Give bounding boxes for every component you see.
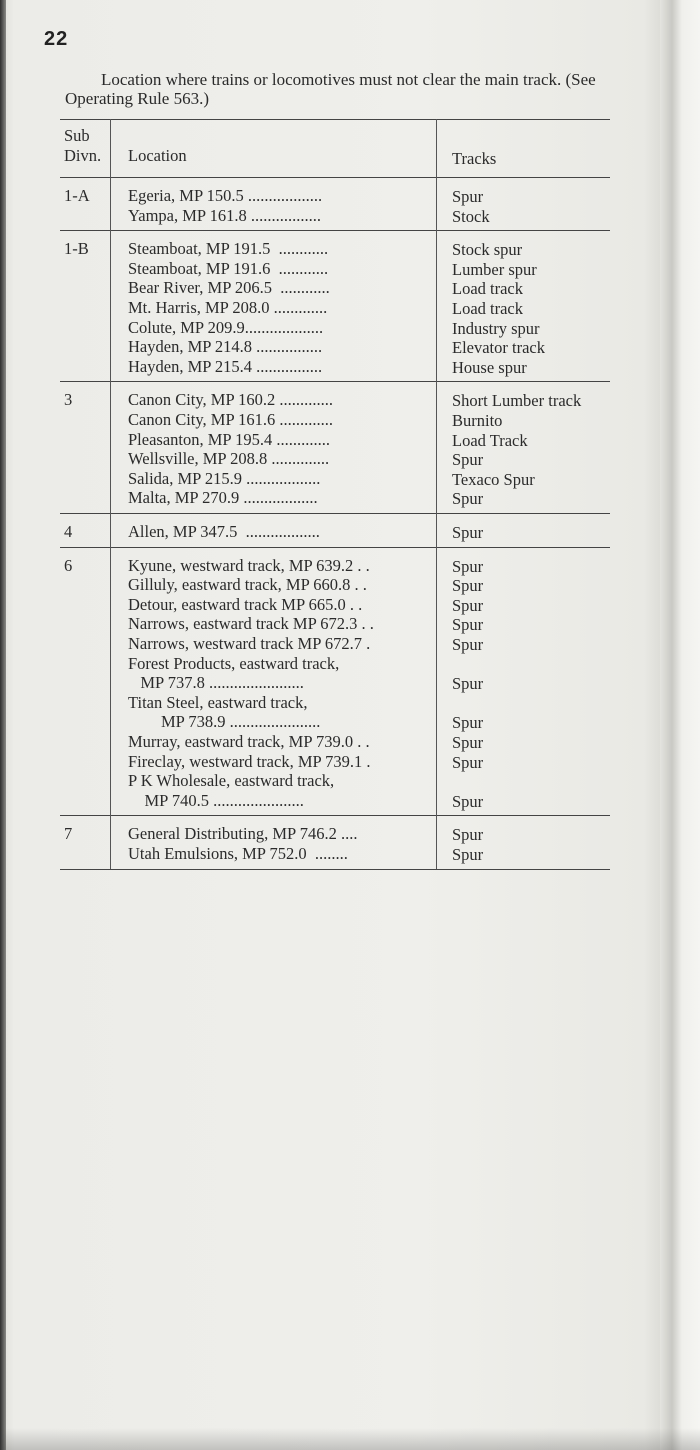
track-cell: Elevator track xyxy=(452,338,545,358)
group-divider-rule xyxy=(60,230,610,231)
page-number: 22 xyxy=(44,28,69,50)
location-cell: Colute, MP 209.9................... xyxy=(128,317,324,337)
location-cell: Fireclay, westward track, MP 739.1 . xyxy=(128,751,371,771)
track-cell: House spur xyxy=(452,357,527,377)
header-subdivision-line2: Divn. xyxy=(64,146,102,165)
track-cell: Spur xyxy=(452,576,484,596)
track-cell: Spur xyxy=(452,733,484,752)
track-cell: Spur xyxy=(452,752,484,772)
location-cell: Kyune, westward track, MP 639.2 . . xyxy=(128,555,370,575)
header-subdivision-line1: Sub xyxy=(64,126,90,145)
location-cell: Bear River, MP 206.5 ............ xyxy=(128,278,330,298)
group-divider-rule xyxy=(60,381,610,382)
track-cell: Spur xyxy=(452,450,484,470)
track-cell: Spur xyxy=(452,615,484,635)
track-cell: Industry spur xyxy=(452,318,540,338)
track-cell: Spur xyxy=(452,791,484,811)
track-cell: Burnito xyxy=(452,411,503,430)
subdivision-label: 4 xyxy=(64,522,73,541)
location-cell: Canon City, MP 161.6 ............. xyxy=(128,410,334,429)
subdivision-label: 1-B xyxy=(64,239,89,259)
subdivision-label: 1-A xyxy=(64,186,90,205)
location-cell: Steamboat, MP 191.6 ............ xyxy=(128,258,329,278)
track-cell: Spur xyxy=(452,845,484,864)
track-cell: Spur xyxy=(452,674,484,694)
location-cell: Detour, eastward track MP 665.0 . . xyxy=(128,594,363,614)
track-cell: Spur xyxy=(452,187,484,206)
track-cell: Spur xyxy=(452,523,484,542)
location-cell: Narrows, westward track MP 672.7 . xyxy=(128,634,371,653)
location-cell: P K Wholesale, eastward track, xyxy=(128,771,335,791)
column-divider-tracks xyxy=(436,119,437,869)
track-cell: Spur xyxy=(452,713,484,733)
track-cell: Spur xyxy=(452,556,484,576)
page-bottom-shadow xyxy=(0,1428,700,1450)
track-cell: Load Track xyxy=(452,430,528,450)
track-cell: Short Lumber track xyxy=(452,391,582,411)
header-tracks: Tracks xyxy=(452,149,497,168)
location-cell: Forest Products, eastward track, xyxy=(128,653,340,673)
group-divider-rule xyxy=(60,869,610,870)
location-cell: Titan Steel, eastward track, xyxy=(128,692,308,712)
group-divider-rule xyxy=(60,815,610,816)
table-header-rule xyxy=(60,177,610,178)
column-divider-subdivision xyxy=(110,119,111,869)
location-cell: Murray, eastward track, MP 739.0 . . xyxy=(128,732,370,751)
track-cell: Spur xyxy=(452,489,484,509)
subdivision-label: 7 xyxy=(64,824,73,844)
track-cell: Load track xyxy=(452,299,524,318)
location-cell: Allen, MP 347.5 .................. xyxy=(128,522,320,541)
table-top-rule xyxy=(60,119,610,120)
track-cell: Spur xyxy=(452,825,484,845)
non-clearing-locations-table xyxy=(60,119,610,869)
track-cell: Spur xyxy=(452,635,484,654)
track-cell: Load track xyxy=(452,279,524,299)
location-cell: Gilluly, eastward track, MP 660.8 . . xyxy=(128,575,367,595)
location-cell: Yampa, MP 161.8 ................. xyxy=(128,205,321,225)
location-cell: Steamboat, MP 191.5 ............ xyxy=(128,239,329,259)
location-cell: Salida, MP 215.9 .................. xyxy=(128,468,321,488)
track-cell: Lumber spur xyxy=(452,259,537,279)
group-divider-rule xyxy=(60,547,610,548)
group-divider-rule xyxy=(60,513,610,514)
location-cell: Pleasanton, MP 195.4 ............. xyxy=(128,429,330,449)
location-cell: Hayden, MP 214.8 ................ xyxy=(128,337,323,357)
location-cell: Egeria, MP 150.5 .................. xyxy=(128,186,323,205)
subdivision-label: 3 xyxy=(64,390,73,410)
location-cell: General Distributing, MP 746.2 .... xyxy=(128,824,358,844)
track-cell: Stock xyxy=(452,206,490,226)
binding-edge xyxy=(0,0,6,1450)
intro-text: Location where trains or locomotives must not clear the main track. (See Operating Rule 563.) xyxy=(65,70,596,108)
track-cell: Spur xyxy=(452,595,484,615)
location-cell: MP 740.5 ...................... xyxy=(128,790,304,810)
location-cell: Canon City, MP 160.2 ............. xyxy=(128,390,334,410)
location-cell: Malta, MP 270.9 .................. xyxy=(128,488,318,508)
location-cell: MP 737.8 ....................... xyxy=(128,673,304,693)
track-cell: Stock spur xyxy=(452,240,523,260)
location-cell: MP 738.9 ...................... xyxy=(128,712,321,732)
header-location: Location xyxy=(128,146,187,165)
location-cell: Mt. Harris, MP 208.0 ............. xyxy=(128,298,328,317)
location-cell: Narrows, eastward track MP 672.3 . . xyxy=(128,614,374,634)
subdivision-label: 6 xyxy=(64,555,73,575)
location-cell: Utah Emulsions, MP 752.0 ........ xyxy=(128,844,348,863)
track-cell: Texaco Spur xyxy=(452,469,535,489)
location-cell: Wellsville, MP 208.8 .............. xyxy=(128,449,330,469)
location-cell: Hayden, MP 215.4 ................ xyxy=(128,356,323,376)
page-fold-shadow xyxy=(660,0,700,1450)
